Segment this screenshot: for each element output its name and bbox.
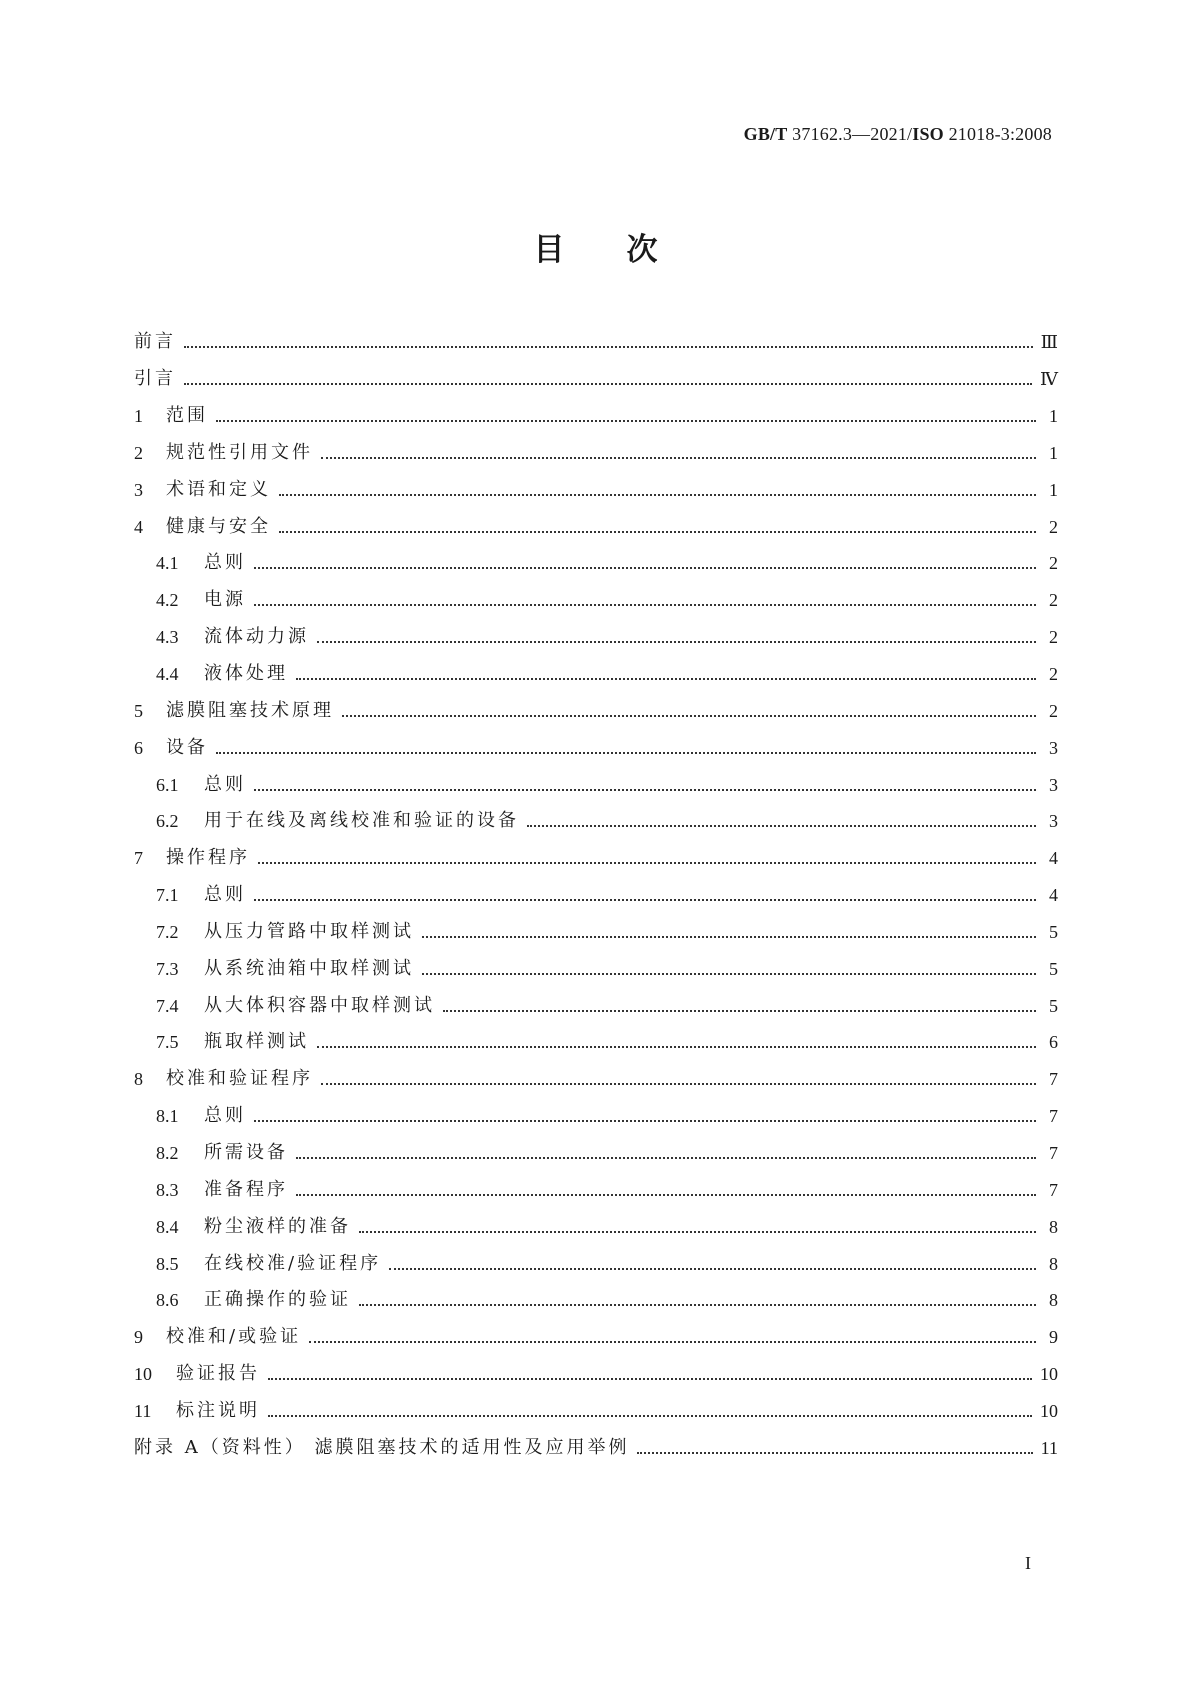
toc-entry-number: 3 [134,479,143,500]
toc-entry[interactable] [134,987,1058,1024]
toc-entry-number: 9 [134,1327,143,1348]
toc-entry[interactable] [134,1282,1058,1319]
toc-entry-number: 8.5 [156,1253,179,1274]
toc-entry-page: 7 [1049,1142,1058,1163]
toc-dot-leader [254,549,1036,569]
toc-entry-title: 液体处理 [204,663,288,685]
toc-entry[interactable] [134,398,1058,435]
toc-entry-page: 2 [1049,700,1058,721]
toc-entry[interactable] [134,840,1058,877]
toc-entry-title: 前言 [134,331,176,353]
toc-entry-title: 瓶取样测试 [204,1031,309,1053]
toc-dot-leader [296,660,1036,680]
toc-entry-title: 从大体积容器中取样测试 [204,994,435,1016]
toc-entry-title: 总则 [204,1105,246,1127]
toc-entry-page: 7 [1049,1106,1058,1127]
toc-dot-leader [527,807,1036,827]
toc-entry-title: 标注说明 [176,1399,260,1421]
page-title: 目次 [533,232,720,268]
toc-entry-title: 规范性引用文件 [166,441,313,463]
toc-entry[interactable] [134,435,1058,472]
toc-entry[interactable] [134,582,1058,619]
toc-dot-leader [296,1176,1036,1196]
toc-entry-title: 滤膜阻塞技术原理 [166,699,334,721]
toc-entry-title: 从系统油箱中取样测试 [204,957,414,979]
toc-entry-page: 2 [1049,516,1058,537]
standard-code [744,124,1052,145]
toc-entry-title: 总则 [204,773,246,795]
toc-entry-number: 2 [134,442,143,463]
toc-entry[interactable] [134,508,1058,545]
toc-entry-title: 校准和验证程序 [166,1068,313,1090]
toc-entry[interactable] [134,1024,1058,1061]
toc-entry[interactable] [134,1392,1058,1429]
toc-entry-page: 5 [1049,958,1058,979]
toc-entry-number: 4 [134,516,143,537]
table-of-contents [134,324,1058,1466]
toc-entry-page: 2 [1049,553,1058,574]
toc-entry-number: 4.4 [156,664,179,685]
toc-entry[interactable] [134,1171,1058,1208]
toc-entry[interactable] [134,766,1058,803]
toc-entry[interactable] [134,1208,1058,1245]
toc-entry-title: 健康与安全 [166,515,271,537]
toc-entry-page: 6 [1049,1032,1058,1053]
toc-entry-page: 5 [1049,995,1058,1016]
toc-entry-page: 4 [1049,885,1058,906]
toc-entry-number: 1 [134,406,143,427]
toc-entry-number: 6 [134,737,143,758]
toc-entry-number: 4.1 [156,553,179,574]
iso-code-number: 21018-3:2008 [943,124,1052,144]
standard-code-prefix: GB/T [743,124,788,144]
page-number: I [1025,1553,1031,1573]
toc-entry-page: 3 [1049,774,1058,795]
toc-entry-title: 所需设备 [204,1141,288,1163]
toc-entry[interactable] [134,656,1058,693]
toc-entry[interactable] [134,877,1058,914]
toc-entry-title: 范围 [166,405,208,427]
toc-entry-page: 10 [1040,1400,1058,1421]
toc-dot-leader [279,513,1036,533]
toc-dot-leader [359,1286,1036,1306]
toc-entry[interactable] [134,1135,1058,1172]
toc-entry[interactable] [134,361,1058,398]
toc-entry-title: 校准和/或验证 [166,1326,302,1348]
toc-dot-leader [317,1028,1036,1048]
toc-dot-leader [422,918,1036,938]
toc-entry-number: 8.1 [156,1106,179,1127]
toc-entry-number: 7.4 [156,995,179,1016]
toc-entry-number: 8 [134,1069,143,1090]
toc-entry-title: 操作程序 [166,847,250,869]
standard-code-number: 37162.3—2021/ [787,124,913,144]
toc-dot-leader [184,365,1032,385]
toc-entry-page: 2 [1049,627,1058,648]
iso-prefix: ISO [912,124,944,144]
toc-entry-number: 7.3 [156,958,179,979]
toc-entry-page: 10 [1040,1364,1058,1385]
toc-entry-page: 2 [1049,590,1058,611]
toc-entry-page: 1 [1049,479,1058,500]
toc-entry-title: 附录 A（资料性） 滤膜阻塞技术的适用性及应用举例 [134,1436,630,1458]
toc-entry-page: 7 [1049,1069,1058,1090]
toc-entry-page: 2 [1049,664,1058,685]
toc-entry-number: 11 [134,1400,152,1421]
toc-entry-title: 术语和定义 [166,478,271,500]
toc-dot-leader [309,1323,1036,1343]
toc-dot-leader [254,771,1036,791]
toc-dot-leader [254,881,1036,901]
toc-entry-page: 9 [1049,1327,1058,1348]
toc-entry[interactable] [134,1061,1058,1098]
toc-entry-page: Ⅲ [1040,332,1058,353]
toc-entry-title: 总则 [204,884,246,906]
toc-entry-title: 准备程序 [204,1178,288,1200]
toc-entry-page: 8 [1049,1216,1058,1237]
toc-entry-page: Ⅳ [1040,369,1058,390]
toc-entry-page: 8 [1049,1253,1058,1274]
toc-entry-title: 正确操作的验证 [204,1289,351,1311]
toc-entry-number: 4.3 [156,627,179,648]
toc-entry-title: 验证报告 [176,1363,260,1385]
toc-entry-page: 1 [1049,442,1058,463]
toc-dot-leader [258,844,1036,864]
toc-dot-leader [342,697,1036,717]
toc-entry[interactable] [134,1429,1058,1466]
toc-dot-leader [321,1065,1036,1085]
toc-dot-leader [216,402,1036,422]
toc-entry-number: 4.2 [156,590,179,611]
toc-entry-page: 8 [1049,1290,1058,1311]
toc-entry-number: 10 [134,1364,152,1385]
toc-dot-leader [268,1397,1032,1417]
toc-entry[interactable] [134,950,1058,987]
toc-entry-number: 8.6 [156,1290,179,1311]
toc-entry[interactable] [134,545,1058,582]
toc-entry[interactable] [134,471,1058,508]
toc-dot-leader [637,1434,1032,1454]
toc-dot-leader [254,586,1036,606]
toc-entry-page: 3 [1049,737,1058,758]
toc-dot-leader [321,439,1036,459]
toc-dot-leader [254,1102,1036,1122]
toc-entry-title: 流体动力源 [204,626,309,648]
toc-entry-number: 6.1 [156,774,179,795]
toc-entry-number: 6.2 [156,811,179,832]
toc-entry[interactable] [134,729,1058,766]
toc-entry-page: 1 [1049,406,1058,427]
toc-entry-page: 7 [1049,1179,1058,1200]
toc-entry-page: 3 [1049,811,1058,832]
toc-dot-leader [216,734,1036,754]
toc-dot-leader [268,1360,1032,1380]
toc-entry-title: 粉尘液样的准备 [204,1215,351,1237]
toc-entry-number: 8.4 [156,1216,179,1237]
toc-dot-leader [389,1250,1036,1270]
toc-entry[interactable] [134,619,1058,656]
toc-entry-number: 8.2 [156,1142,179,1163]
toc-entry-title: 设备 [166,736,208,758]
toc-dot-leader [317,623,1036,643]
toc-dot-leader [443,992,1036,1012]
toc-dot-leader [359,1213,1036,1233]
toc-entry-page: 11 [1040,1437,1058,1458]
toc-dot-leader [279,476,1036,496]
toc-entry-number: 8.3 [156,1179,179,1200]
toc-entry[interactable] [134,803,1058,840]
toc-entry-number: 7.2 [156,921,179,942]
toc-entry[interactable] [134,1245,1058,1282]
toc-entry-page: 5 [1049,921,1058,942]
toc-entry-title: 总则 [204,552,246,574]
toc-entry-number: 7.1 [156,885,179,906]
toc-dot-leader [422,955,1036,975]
toc-entry[interactable] [134,1356,1058,1393]
toc-entry-number: 5 [134,700,143,721]
toc-entry[interactable] [134,1098,1058,1135]
toc-dot-leader [296,1139,1036,1159]
toc-dot-leader [184,328,1033,348]
toc-entry[interactable] [134,324,1058,361]
toc-entry[interactable] [134,1319,1058,1356]
toc-entry-title: 从压力管路中取样测试 [204,920,414,942]
toc-entry-title: 用于在线及离线校准和验证的设备 [204,810,519,832]
toc-entry-title: 在线校准/验证程序 [204,1252,382,1274]
toc-entry[interactable] [134,914,1058,951]
toc-entry-title: 引言 [134,368,176,390]
toc-entry-page: 4 [1049,848,1058,869]
toc-entry-number: 7 [134,848,143,869]
toc-entry-title: 电源 [204,589,246,611]
toc-entry-number: 7.5 [156,1032,179,1053]
toc-entry[interactable] [134,692,1058,729]
